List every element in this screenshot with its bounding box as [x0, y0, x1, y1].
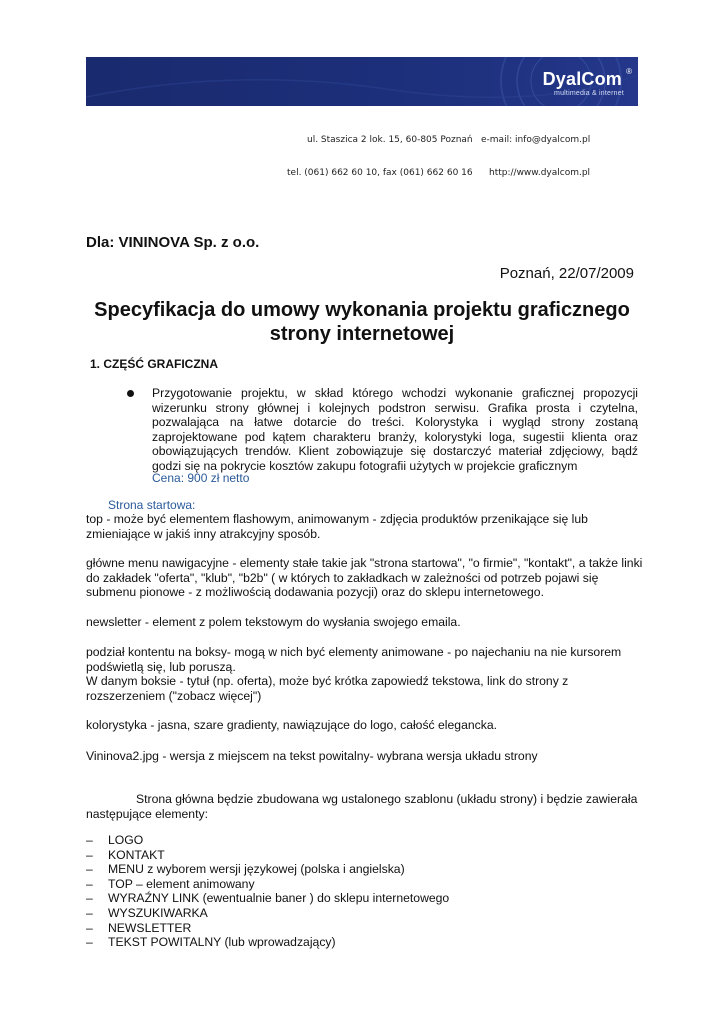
company-phone: tel. (061) 662 60 10, fax (061) 662 60 16 [287, 168, 473, 178]
dash-bullet: – [86, 935, 93, 950]
list-item-label: TOP – element animowany [108, 876, 255, 891]
paragraph: top - może być elementem flashowym, animowanym - zdjęcia produktów przenikające się lub zmieniające w jakiś inny atrakcyjny sposób. [86, 512, 588, 541]
paragraph: Vininova2.jpg - wersja z miejscem na tekst powitalny- wybrana wersja układu strony [86, 749, 538, 763]
dash-bullet: – [86, 905, 93, 920]
dash-bullet: – [86, 847, 93, 862]
list-item-label: KONTAKT [108, 847, 165, 862]
paragraph: newsletter - element z polem tekstowym do wysłania swojego emaila. [86, 615, 461, 629]
document-title: Specyfikacja do umowy wykonania projektu graficznego strony internetowej [94, 299, 630, 345]
list-item [86, 935, 449, 950]
paragraph: główne menu nawigacyjne - elementy stałe takie jak "strona startowa", "o firmie", "kontakt", a także linki do zakładek "oferta", "klub", "b2b" ( w których to zakładkach w zależności od potrzeb pojawi się submenu pionowe - z możliwością dodawania pozycji) oraz do sklepu internetowego. [86, 556, 643, 599]
section-heading: 1. CZĘŚĆ GRAFICZNA [90, 357, 219, 371]
list-item [86, 848, 449, 863]
list-item-label: WYRAŹNY LINK (ewentualnie baner ) do sklepu internetowego [108, 891, 450, 906]
dash-bullet: – [86, 833, 93, 847]
list-item [86, 877, 449, 892]
paragraph: podział kontentu na boksy- mogą w nich być elementy animowane - po najechaniu na nie kursorem podświetlą się, lub poruszą. [86, 645, 622, 674]
company-address: ul. Staszica 2 lok. 15, 60-805 Poznań [307, 135, 473, 145]
list-item-label: MENU z wyborem wersji językowej (polska i angielska) [108, 862, 405, 877]
place-date: Poznań, 22/07/2009 [499, 265, 634, 282]
paragraph: W danym boksie - tytuł (np. oferta), może być krótka zapowiedź tekstowa, link do strony z rozszerzeniem ("zobacz więcej") [86, 674, 569, 703]
price: Cena: 900 zł netto [152, 471, 250, 485]
element-list [86, 833, 449, 950]
list-item [86, 921, 449, 936]
list-item-label: WYSZUKIWARKA [108, 905, 208, 920]
paragraph: kolorystyka - jasna, szare gradienty, nawiązujące do logo, całość elegancka. [86, 718, 497, 732]
bullet-icon [127, 390, 134, 397]
dash-bullet: – [86, 891, 93, 906]
list-item-label: LOGO [108, 833, 144, 847]
section-bullet-text: Przygotowanie projektu, w skład którego wchodzi wykonanie graficznej propozycji wizerunku strony głównej i kolejnych podstron serwisu. Grafika prosta i czytelna, pozwalająca na łatwe dotarcie do treści. Kolorystyka i wygląd strony zostaną zaprojektowane pod kątem charakteru branży, kolorystyki loga, sugestii klienta oraz obowiązujących trendów. Klient zobowiązuje się dostarczyć materiał zdjęciowy, bądź godzi się na pokrycie kosztów zakupu fotografii użytych w projekcie graficznym [152, 386, 638, 473]
main-page-intro: Strona główna będzie zbudowana wg ustalonego szablonu (układu strony) i będzie zawierała następujące elementy: [86, 792, 638, 821]
header-banner [86, 57, 638, 106]
company-logo-name: DyalCom [542, 69, 622, 89]
company-email: e-mail: info@dyalcom.pl [481, 135, 591, 145]
list-item [86, 906, 449, 921]
company-logo-tagline: multimedia & internet [554, 90, 624, 97]
list-item [86, 862, 449, 877]
start-page-heading: Strona startowa: [108, 498, 196, 512]
company-website: http://www.dyalcom.pl [489, 168, 591, 178]
list-item-label: NEWSLETTER [108, 920, 192, 935]
list-item [86, 833, 449, 848]
dash-bullet: – [86, 920, 93, 935]
dash-bullet: – [86, 862, 93, 877]
list-item-label: TEKST POWITALNY (lub wprowadzający) [108, 935, 336, 950]
registered-mark: ® [626, 67, 632, 76]
list-item [86, 891, 449, 906]
recipient: Dla: VININOVA Sp. z o.o. [86, 234, 260, 251]
dash-bullet: – [86, 876, 93, 891]
